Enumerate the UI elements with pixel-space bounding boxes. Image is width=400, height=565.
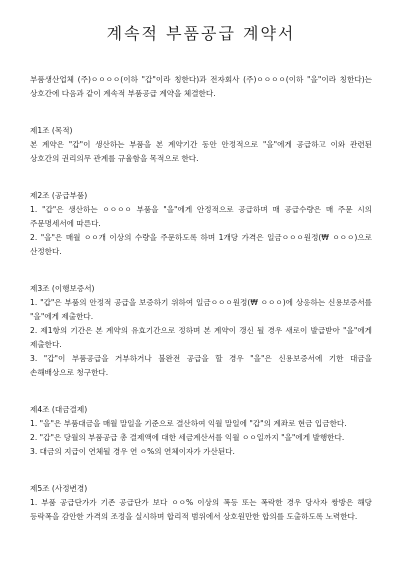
article-1 (30, 124, 372, 166)
article-heading: 제1조 (목적) (30, 126, 73, 135)
article-paragraph: 1. "갑"은 생산하는 ㅇㅇㅇㅇ 부품을 "을"에게 안정적으로 공급하며 매 공급수량은 매 주문 시의 주문명세서에 따른다. (30, 205, 372, 228)
article-paragraph: 1. "갑"은 부품의 안정적 공급을 보증하기 위하여 일금ㅇㅇㅇ원정(₩ ㅇㅇㅇ)에 상응하는 신용보증서를 "을"에게 제출한다. (30, 298, 372, 321)
article-paragraph: 2. "을"은 매월 ㅇㅇ개 이상의 수량을 주문하도록 하며 1개당 가격은 일금ㅇㅇㅇ원정(₩ ㅇㅇㅇ)으로 산정한다. (30, 233, 372, 256)
article-heading: 제2조 (공급부품) (30, 191, 88, 200)
article-paragraph: 2. "갑"은 당월의 부품공급 총 결제액에 대한 세금계산서를 익월 ㅇㅇ일까지 "을"에게 발행한다. (30, 433, 345, 442)
article-body (30, 203, 372, 259)
article-3 (30, 282, 372, 380)
article-body (30, 417, 372, 459)
article-paragraph: 1. "을"은 부품대금을 매월 말일을 기준으로 결산하여 익월 말일에 "갑"의 계좌로 현금 입금한다. (30, 419, 347, 428)
article-body (30, 496, 372, 524)
article-paragraph: 1. 부품 공급단가가 기존 공급단가 보다 ㅇㅇ% 이상의 폭등 또는 폭락한 경우 당사자 쌍방은 해당 등락폭을 감안한 가격의 조정을 실시하며 합리적 범위에서 상호원만한 합의를 도출하도록 노력한다. (30, 498, 372, 521)
article-5 (30, 482, 372, 524)
intro-paragraph: 부품생산업체 (주)ㅇㅇㅇㅇ(이하 "갑"이라 칭한다)과 전자회사 (주)ㅇㅇㅇㅇ(이하 "을"이라 칭한다)는 상호간에 다음과 같이 계속적 부품공급 계약을 체결한다. (30, 75, 372, 98)
document-title: 계속적 부품공급 계약서 (106, 24, 296, 43)
article-body (30, 138, 372, 166)
article-paragraph: 3. 대금의 지급이 연체될 경우 연 ㅇ%의 연체이자가 가산된다. (30, 447, 235, 456)
article-heading: 제5조 (사정변경) (30, 484, 88, 493)
article-paragraph: 2. 제1항의 기간은 본 계약의 유효기간으로 정하며 본 계약이 갱신 될 경우 새로이 발급받아 "을"에게 제출한다. (30, 326, 372, 349)
article-2 (30, 189, 372, 259)
article-paragraph: 3. "갑"이 부품공급을 거부하거나 불완전 공급을 할 경우 "을"은 신용보증서에 기한 대금을 손해배상으로 청구한다. (30, 354, 372, 377)
article-heading: 제4조 (대금결제) (30, 405, 88, 414)
article-body (30, 296, 372, 380)
article-heading: 제3조 (이행보증서) (30, 284, 95, 293)
article-paragraph: 본 계약은 "갑"이 생산하는 부품을 본 계약기간 동안 안정적으로 "을"에게 공급하고 이와 관련된 상호간의 권리의무 관계를 규율함을 목적으로 한다. (30, 140, 372, 163)
article-4 (30, 403, 372, 459)
